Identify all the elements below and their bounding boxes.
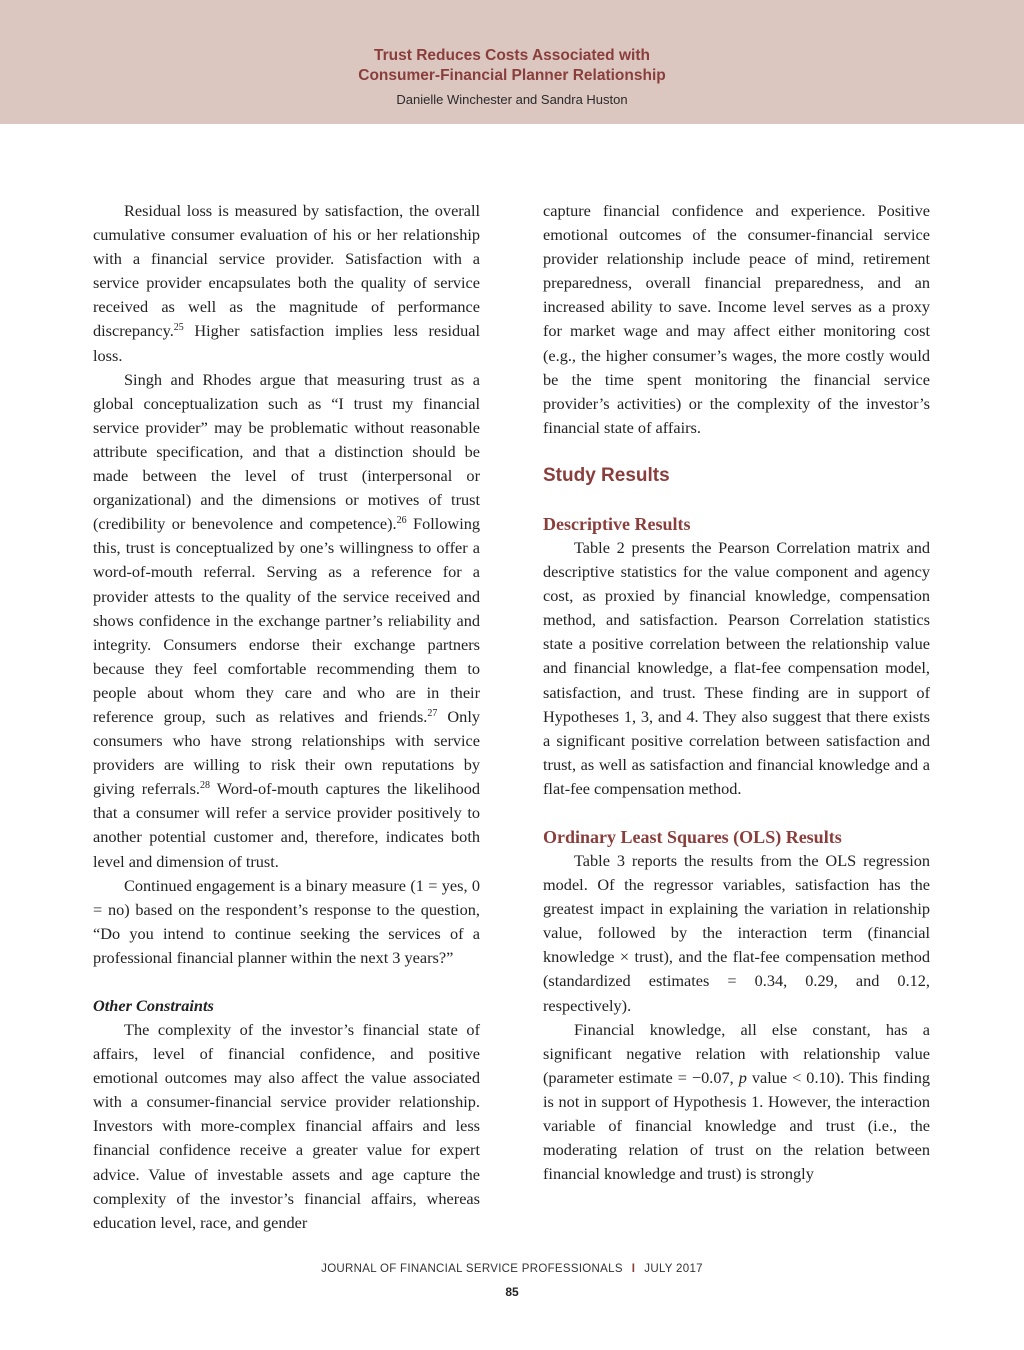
right-column bbox=[543, 199, 930, 1186]
header-title-line1: Trust Reduces Costs Associated with bbox=[374, 47, 650, 64]
page-number: 85 bbox=[505, 1285, 519, 1299]
footnote-ref: 28 bbox=[200, 780, 210, 792]
footer-separator: I bbox=[631, 1263, 636, 1275]
paragraph-financial-knowledge: Financial knowledge, all else constant, has a significant negative relation with relationship value (parameter estimate = −0.07, p value < 0.10). This finding is not in support of Hypothesis 1. However, the interaction variable of financial knowledge and trust (i.e., the moderating relation of trust on the relation between financial knowledge and trust) is strongly bbox=[543, 1019, 930, 1184]
paragraph-singh-rhodes: Singh and Rhodes argue that measuring trust as a global conceptualization such as “I trust my financial service provider” may be problematic without reasonable attribute specification, and that a distinction should be made between the level of trust (interpersonal or organizational) and the dimensions or motives of trust (credibility or benevolence and competence).$^{26}$ Following this, trust is conceptualized by one’s willingness to offer a word-of-mouth referral. Serving as a reference for a provider attests to the quality of the service received and shows confidence in the exchange partner’s reliability and integrity. Consumers endorse their exchange partners because they feel comfortable recommending them to people about whom they care and who are in their reference group, such as relatives and friends.$^{27}$ Only consumers who have strong relationships with service providers are willing to risk their own reputations by giving referrals.$^{28}$ Word-of-mouth captures the likelihood that a consumer will refer a service provider positively to another potential customer and, therefore, indicates both level and dimension of trust. bbox=[93, 369, 480, 871]
heading-other-constraints: Other Constraints bbox=[93, 996, 214, 1015]
paragraph-table3: Table 3 reports the results from the OLS regression model. Of the regressor variables, satisfaction has the greatest impact in explaining the variation in relationship value, followed by the interaction term (financial knowledge × trust), and the flat-fee compensation method (standardized estimates = 0.34, 0.29, and 0.12, respectively). bbox=[543, 850, 930, 1015]
footnote-ref: 27 bbox=[427, 707, 438, 719]
footnote-ref: 25 bbox=[173, 322, 184, 334]
issue-date: JULY 2017 bbox=[644, 1263, 703, 1275]
heading-study-results: Study Results bbox=[543, 464, 670, 486]
heading-ols-results: Ordinary Least Squares (OLS) Results bbox=[543, 826, 842, 847]
header-authors: Danielle Winchester and Sandra Huston bbox=[396, 92, 628, 107]
left-column bbox=[93, 199, 480, 1235]
paragraph-continued-engagement: Continued engagement is a binary measure (1 = yes, 0 = no) based on the respondent’s response to the question, “Do you intend to continue seeking the services of a professional financial planner within the next 3 years?” bbox=[93, 875, 480, 967]
paragraph-table2: Table 2 presents the Pearson Correlation matrix and descriptive statistics for the value component and agency cost, as proxied by financial knowledge, compensation method, and satisfaction. Pearson Correlation statistics state a positive correlation between the relationship value and financial knowledge, a flat-fee compensation model, satisfaction, and trust. These finding are in support of Hypotheses 1, 3, and 4. They also suggest that there exists a significant positive correlation between satisfaction and trust, as well as satisfaction and financial knowledge and a flat-fee compensation method. bbox=[543, 537, 930, 798]
paragraph-residual-loss: Residual loss is measured by satisfaction, the overall cumulative consumer evaluation of his or her relationship with a financial service provider. Satisfaction with a service provider encapsulates both the quality of service received as well as the magnitude of performance discrepancy.$^{25}$ Higher satisfaction implies less residual loss. bbox=[93, 201, 480, 365]
footnote-ref: 26 bbox=[396, 515, 407, 527]
journal-footer bbox=[0, 1263, 1024, 1275]
journal-name: JOURNAL OF FINANCIAL SERVICE PROFESSIONALS bbox=[321, 1263, 623, 1275]
heading-descriptive-results: Descriptive Results bbox=[543, 513, 691, 534]
running-header bbox=[0, 0, 1024, 124]
paragraph-continuation: capture financial confidence and experience. Positive emotional outcomes of the consumer-financial service provider relationship include peace of mind, retirement preparedness, overall financial preparedness, and an increased ability to save. Income level serves as a proxy for market wage and may affect either monitoring cost (e.g., the higher consumer’s wages, the more costly would be the time spent monitoring the financial service provider’s activities) or the complexity of the investor’s financial state of affairs. bbox=[543, 201, 930, 437]
paragraph-complexity: The complexity of the investor’s financial state of affairs, level of financial confidence, and positive emotional outcomes may also affect the value associated with a consumer-financial service provider relationship. Investors with more-complex financial affairs and less financial confidence receive a greater value for expert advice. Value of investable assets and age capture the complexity of the investor’s financial affairs, whereas education level, race, and gender bbox=[93, 1020, 480, 1232]
header-title-line2: Consumer-Financial Planner Relationship bbox=[358, 67, 666, 84]
